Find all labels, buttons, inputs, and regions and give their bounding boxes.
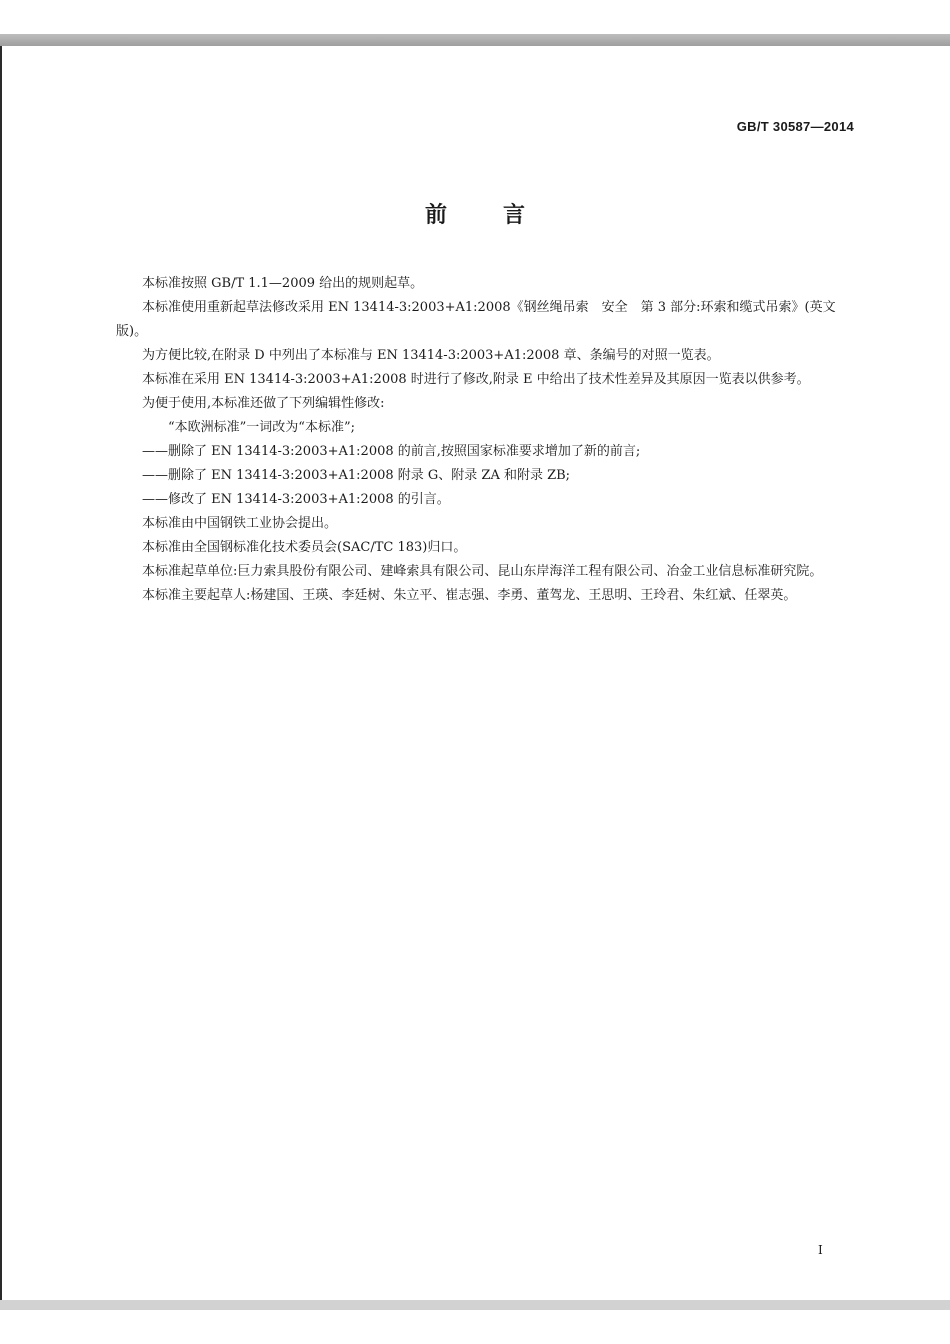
paragraph: 本标准由中国钢铁工业协会提出。 <box>142 516 338 531</box>
paragraph: 本标准使用重新起草法修改采用 EN 13414-3:2003+A1:2008《钢丝绳吊索 安全 第 3 部分:环索和缆式吊索》(英文版)。 <box>116 300 836 339</box>
list-item: “本欧洲标准”一词改为“本标准”; <box>168 420 355 435</box>
document-page <box>0 46 950 1300</box>
paragraph: 本标准在采用 EN 13414-3:2003+A1:2008 时进行了修改,附录 E 中给出了技术性差异及其原因一览表以供参考。 <box>142 372 810 387</box>
foreword-body <box>116 272 858 608</box>
paragraph: 本标准按照 GB/T 1.1—2009 给出的规则起草。 <box>142 276 424 291</box>
viewer-top-divider <box>0 34 950 46</box>
page-number: I <box>818 1243 823 1257</box>
viewer-bottom-divider <box>0 1300 950 1310</box>
page-title: 前言 <box>424 203 581 228</box>
list-item: ——删除了 EN 13414-3:2003+A1:2008 附录 G、附录 ZA 和附录 ZB; <box>142 468 571 483</box>
paragraph: 为方便比较,在附录 D 中列出了本标准与 EN 13414-3:2003+A1:2008 章、条编号的对照一览表。 <box>142 348 720 363</box>
paragraph: 本标准起草单位:巨力索具股份有限公司、建峰索具有限公司、昆山东岸海洋工程有限公司、冶金工业信息标准研究院。 <box>142 564 823 579</box>
list-item: ——删除了 EN 13414-3:2003+A1:2008 的前言,按照国家标准要求增加了新的前言; <box>142 444 641 459</box>
paragraph: 本标准主要起草人:杨建国、王瑛、李廷树、朱立平、崔志强、李勇、董驾龙、王思明、王玲君、朱红斌、任翠英。 <box>142 588 797 603</box>
paragraph: 为便于使用,本标准还做了下列编辑性修改: <box>142 396 385 411</box>
standard-number: GB/T 30587—2014 <box>736 119 854 134</box>
list-item: ——修改了 EN 13414-3:2003+A1:2008 的引言。 <box>142 492 450 507</box>
paragraph: 本标准由全国钢标准化技术委员会(SAC/TC 183)归口。 <box>142 540 467 555</box>
